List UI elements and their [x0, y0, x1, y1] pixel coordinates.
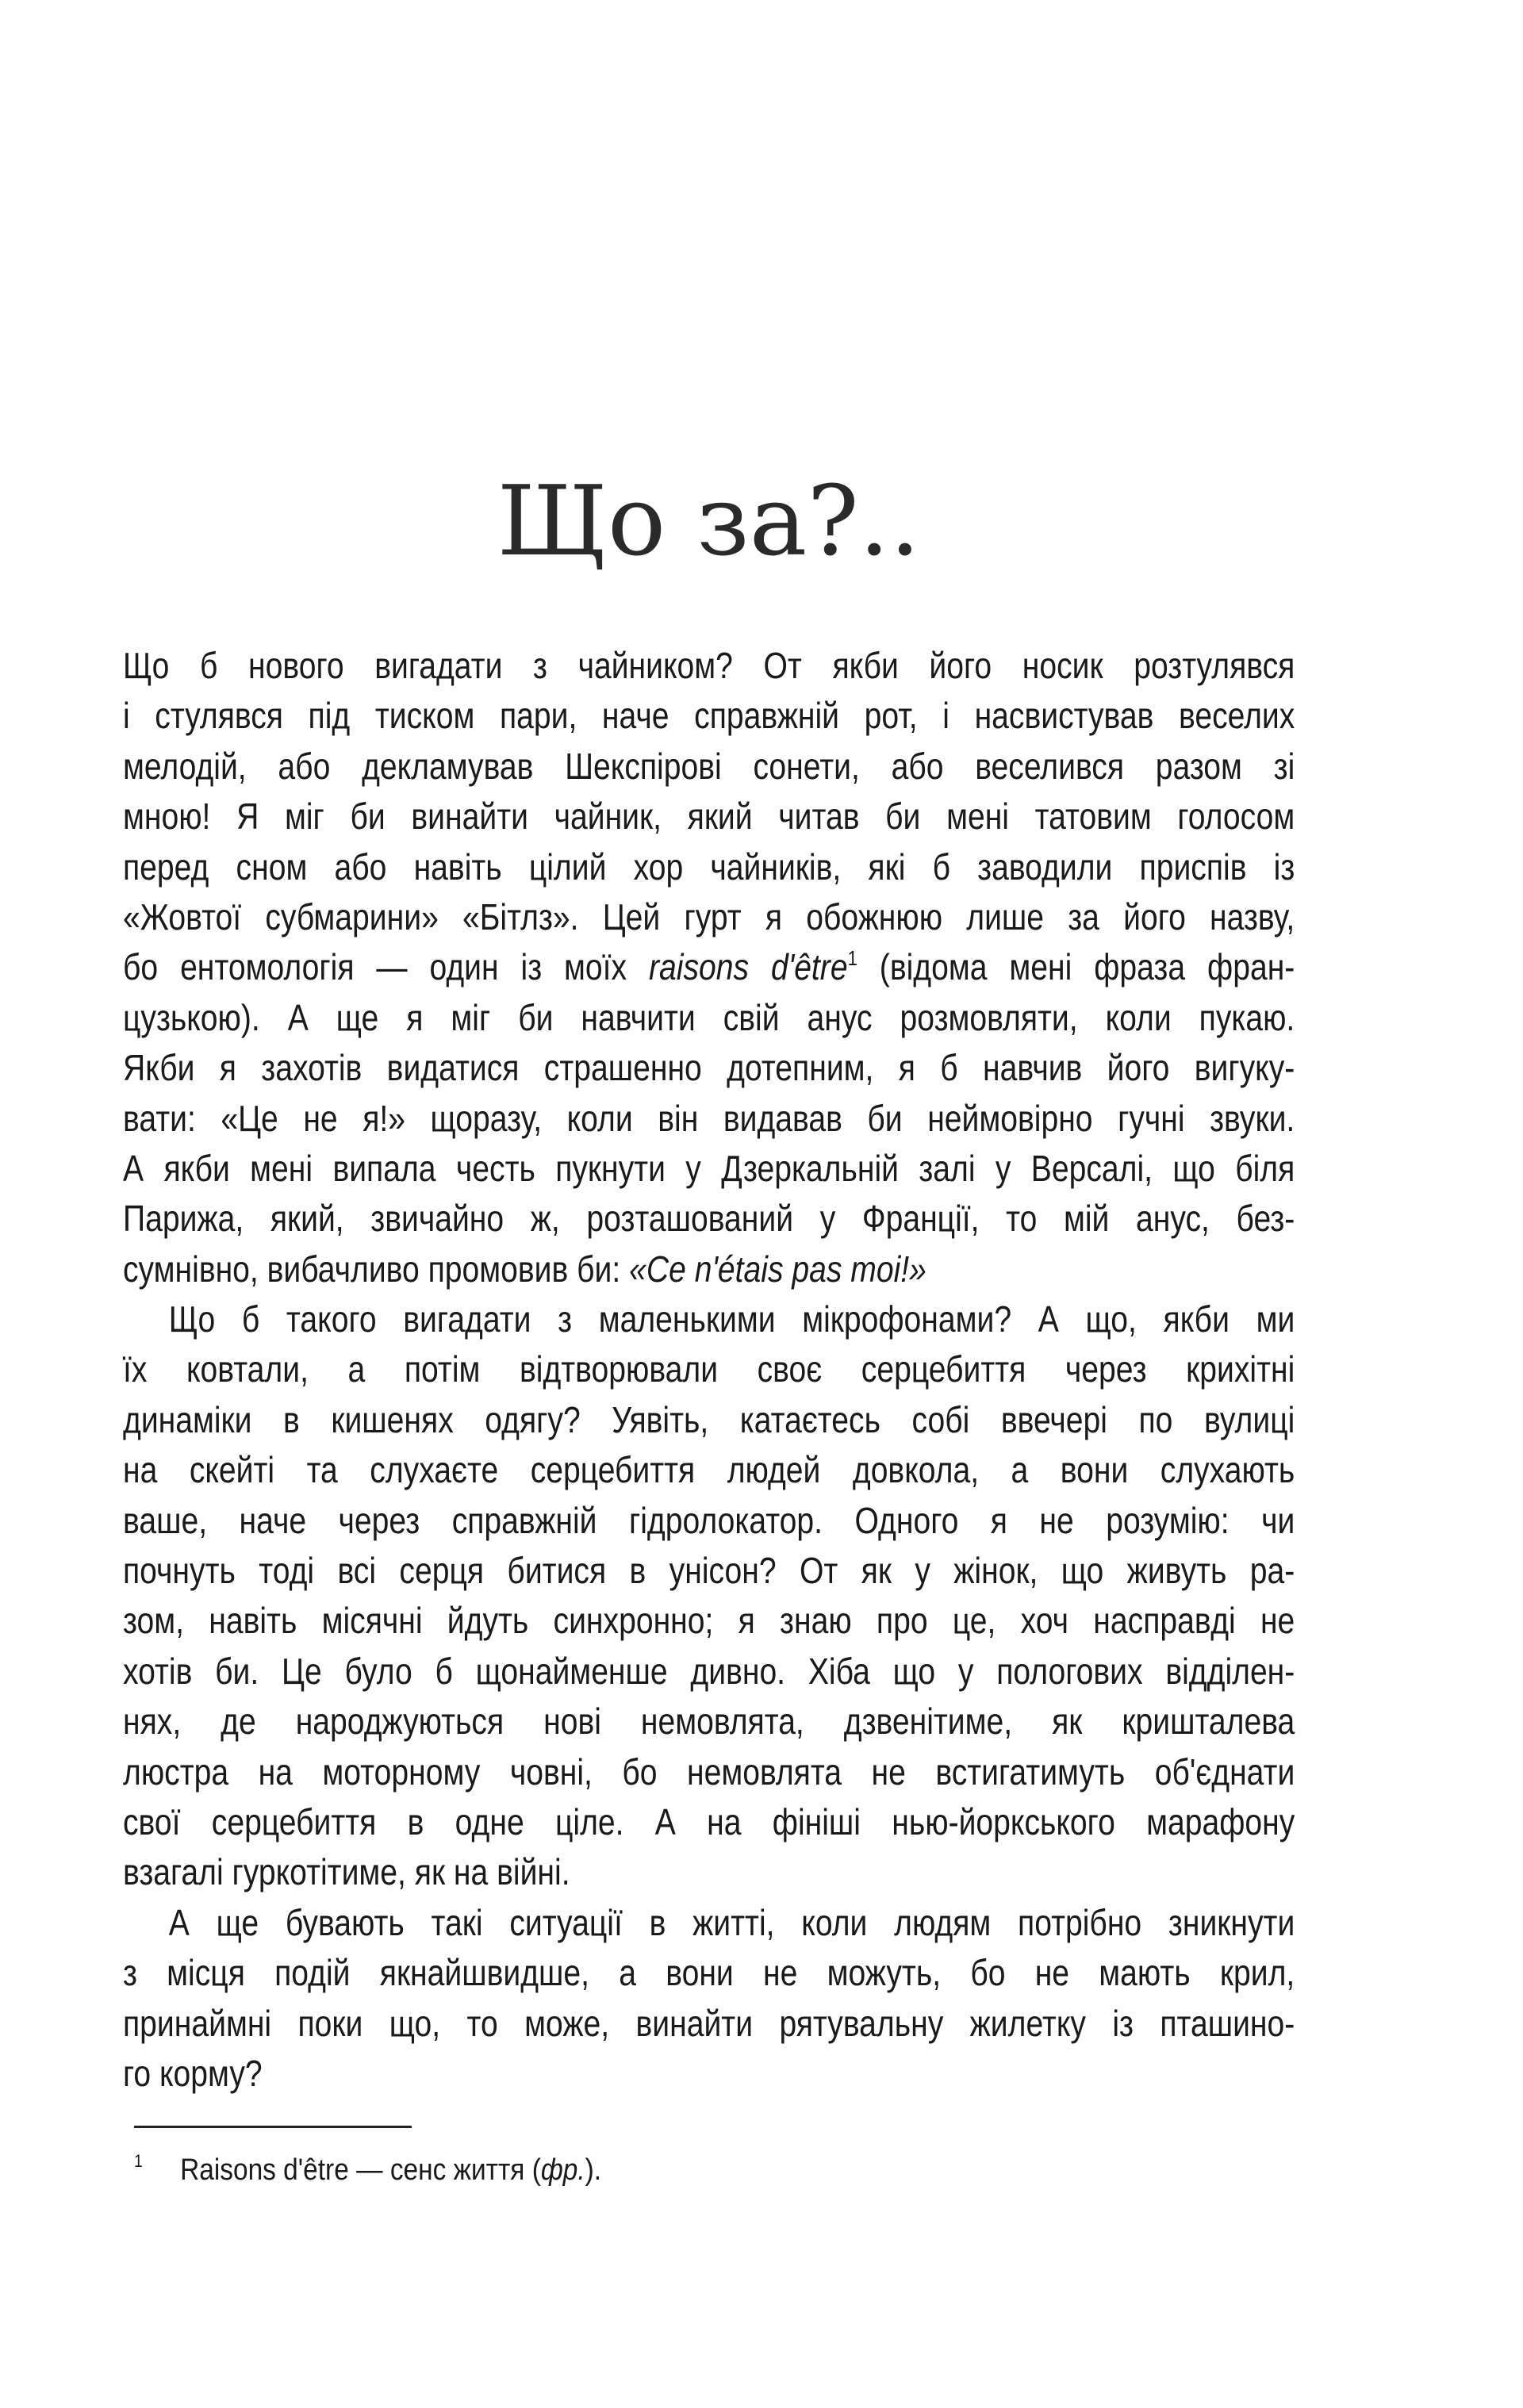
text-segment: і стулявся під тиском пари, наче справжній рот, і насвистував веселих [123, 695, 1295, 737]
text-segment: (відома мені фраза фран- [857, 946, 1295, 988]
text-segment: мною! Я міг би винайти чайник, який читав би мені татовим голосом [123, 796, 1295, 838]
paragraph [123, 1898, 1295, 2099]
text-line [123, 2049, 1295, 2099]
text-line [123, 1697, 1295, 1747]
text-segment: нях, де народжуються нові немовлята, дзвенітиме, як кришталева [123, 1701, 1295, 1743]
text-line [123, 1043, 1295, 1093]
text-segment: бо ентомологія — один із моїх [123, 946, 650, 988]
footnote-term: Raisons d'être [180, 2153, 349, 2187]
footnote-text: — сенс життя ( [348, 2153, 541, 2187]
paragraph [123, 1294, 1295, 1898]
text-segment: Парижа, який, звичайно ж, розташований у Франції, то мій анус, без- [123, 1198, 1295, 1240]
text-segment: зом, навіть місячні йдуть синхронно; я знаю про це, хоч насправді не [123, 1600, 1295, 1642]
text-line [123, 1294, 1295, 1344]
text-segment: на скейті та слухаєте серцебиття людей довкола, а вони слухають [123, 1449, 1295, 1491]
text-segment: А якби мені випала честь пукнути у Дзеркальній залі у Версалі, що біля [123, 1147, 1295, 1189]
text-segment: свої серцебиття в одне ціле. А на фініші нью-йоркського марафону [123, 1800, 1295, 1842]
text-segment: «Жовтої субмарини» «Бітлз». Цей гурт я обожнюю лише за його назву, [123, 895, 1295, 938]
text-segment: почнуть тоді всі серця битися в унісон? От як у жінок, що живуть ра- [123, 1550, 1295, 1592]
footnote-ref: 1 [847, 946, 857, 971]
footnote-divider [134, 2126, 412, 2128]
text-line [123, 842, 1295, 892]
text-line [123, 1344, 1295, 1394]
footnote-end: ). [585, 2153, 602, 2187]
text-segment: цузькою). А ще я міг би навчити свій анус розмовляти, коли пукаю. [123, 996, 1295, 1038]
chapter-title: Що за?.. [497, 464, 921, 577]
text-line [123, 1747, 1295, 1797]
text-segment: хотів би. Це було б щонайменше дивно. Хіба що у пологових відділен- [123, 1650, 1295, 1692]
footnote-abbr: фр. [540, 2153, 585, 2187]
text-line [123, 691, 1295, 741]
text-line [123, 742, 1295, 792]
text-line [123, 1194, 1295, 1244]
text-line [123, 1496, 1295, 1546]
text-line [123, 792, 1295, 842]
text-line [123, 1898, 1295, 1948]
footnote-number: 1 [134, 2151, 143, 2171]
text-line [123, 892, 1295, 942]
text-line [123, 1948, 1295, 1998]
text-segment: люстра на моторному човні, бо немовлята не встигатимуть об'єднати [123, 1750, 1295, 1793]
text-segment: принаймні поки що, то може, винайти рятувальну жилетку із пташино- [123, 2002, 1295, 2044]
text-line [123, 993, 1295, 1043]
text-line [123, 1546, 1295, 1596]
text-segment: Що б нового вигадати з чайником? От якби його носик розтулявся [123, 645, 1295, 686]
text-line [123, 1395, 1295, 1445]
text-segment: А ще бувають такі ситуації в житті, коли людям потрібно зникнути [168, 1901, 1295, 1943]
text-segment: ваше, наче через справжній гідролокатор. Одного я не розумію: чи [123, 1499, 1295, 1541]
text-line [123, 1445, 1295, 1495]
text-segment: вати: «Це не я!» щоразу, коли він видавав би неймовірно гучні звуки. [123, 1097, 1295, 1139]
text-line [123, 1797, 1295, 1847]
text-line [123, 1144, 1295, 1194]
chapter-body [123, 641, 1295, 2099]
text-line [123, 641, 1295, 691]
footnote [134, 2151, 601, 2188]
text-segment: взагалі гуркотітиме, як на війні. [123, 1851, 570, 1893]
text-segment: мелодій, або декламував Шекспірові сонети, або веселився разом зі [123, 745, 1295, 787]
text-line [123, 1094, 1295, 1144]
text-segment: сумнівно, вибачливо промовив би: [123, 1248, 630, 1290]
text-segment: го корму? [123, 2052, 263, 2094]
text-segment: з місця подій якнайшвидше, а вони не можуть, бо не мають крил, [123, 1952, 1295, 1994]
text-line [123, 942, 1295, 992]
text-segment: перед сном або навіть цілий хор чайників, які б заводили приспів із [123, 845, 1295, 888]
paragraph [123, 641, 1295, 1294]
text-segment: динаміки в кишенях одягу? Уявіть, катаєтесь собі ввечері по вулиці [123, 1398, 1295, 1440]
italic-text: «Ce n'étais pas moi!» [629, 1248, 926, 1290]
text-line [123, 1596, 1295, 1646]
text-segment: їх ковтали, а потім відтворювали своє серцебиття через крихітні [123, 1348, 1295, 1390]
text-segment: Якби я захотів видатися страшенно дотепним, я б навчив його вигуку- [123, 1047, 1295, 1089]
text-line [123, 1847, 1295, 1897]
text-line [123, 1647, 1295, 1697]
text-line [123, 1244, 1295, 1294]
text-line [123, 1999, 1295, 2049]
text-segment: Що б такого вигадати з маленькими мікрофонами? А що, якби ми [168, 1298, 1295, 1340]
italic-text: raisons d'être [649, 946, 848, 988]
